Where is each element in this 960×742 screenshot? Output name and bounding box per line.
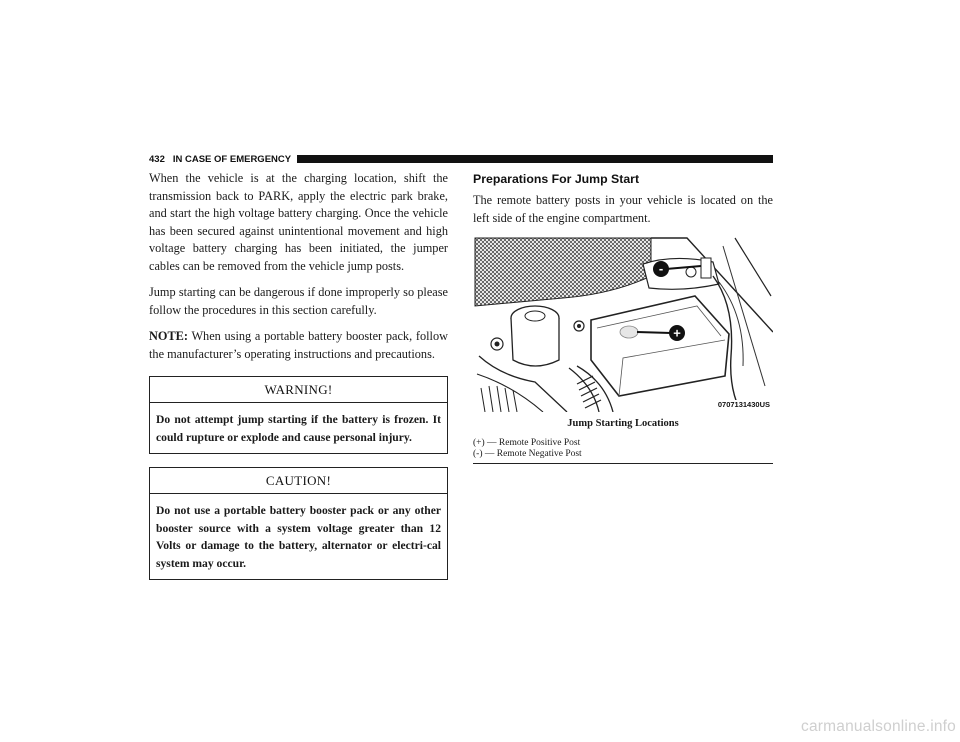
- caution-title: CAUTION!: [150, 468, 447, 494]
- note-paragraph: [149, 328, 448, 363]
- section-heading: Preparations For Jump Start: [473, 172, 640, 186]
- note-label: NOTE:: [149, 329, 188, 343]
- engine-illustration: [473, 236, 773, 412]
- legend-item-negative: (-) — Remote Negative Post: [473, 449, 582, 459]
- section-title: IN CASE OF EMERGENCY: [172, 153, 292, 165]
- figure-code: 0707131430US: [717, 400, 770, 409]
- header-rule: [297, 155, 773, 163]
- negative-symbol: -: [658, 261, 664, 276]
- right-column: [473, 172, 773, 464]
- warning-box: [149, 376, 448, 454]
- legend-rule: [473, 463, 773, 464]
- left-column: [149, 170, 448, 580]
- caution-box: [149, 467, 448, 580]
- page-number: 432: [149, 153, 165, 165]
- warning-title: WARNING!: [150, 377, 447, 403]
- body-paragraph-charging: When the vehicle is at the charging location, shift the transmission back to PARK, apply the electric park brake, and start the high voltage battery charging. Once the vehicle has been secured against unintentional movement and high voltage battery charging has been initiated, the jumper cables can be removed from the vehicle jump posts.: [149, 171, 448, 273]
- body-paragraph-danger: Jump starting can be dangerous if done improperly so please follow the procedures in this section carefully.: [149, 285, 448, 317]
- legend-item-positive: (+) — Remote Positive Post: [473, 438, 581, 448]
- watermark: carmanualsonline.info: [801, 718, 956, 735]
- note-text: When using a portable battery booster pack, follow the manufacturer’s operating instructions and precautions.: [149, 329, 448, 361]
- warning-text: Do not attempt jump starting if the battery is frozen. It could rupture or explode and cause personal injury.: [156, 413, 441, 444]
- page-header: [149, 153, 773, 165]
- engine-compartment-figure: [473, 236, 773, 412]
- caution-text: Do not use a portable battery booster pack or any other booster source with a system voltage greater than 12 Volts or damage to the battery, alternator or electri-cal system may occur.: [156, 504, 441, 570]
- body-paragraph-location: The remote battery posts in your vehicle is located on the left side of the engine compartment.: [473, 193, 773, 225]
- figure-caption: Jump Starting Locations: [567, 418, 679, 429]
- figure-legend: [473, 438, 773, 460]
- positive-symbol: +: [673, 325, 681, 341]
